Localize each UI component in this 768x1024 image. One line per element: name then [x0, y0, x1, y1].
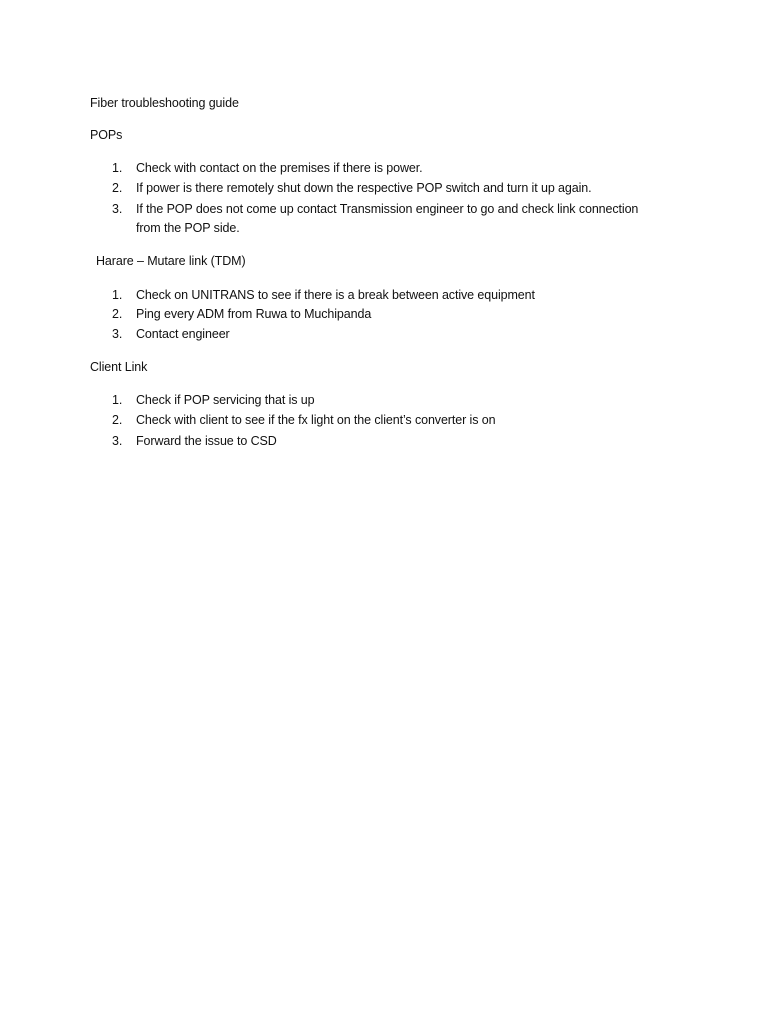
list-item: [112, 180, 592, 196]
list-item: [112, 306, 371, 322]
list-number: 1.: [112, 288, 123, 302]
list-item: [112, 412, 495, 428]
list-text: Contact engineer: [136, 327, 230, 341]
list-number: 1.: [112, 393, 123, 407]
list-text: Check on UNITRANS to see if there is a break between active equipment: [136, 288, 535, 302]
list-item-continuation: [112, 220, 240, 236]
section-heading-client-link: Client Link: [90, 360, 148, 374]
list-text: Check if POP servicing that is up: [136, 393, 315, 407]
list-text: Forward the issue to CSD: [136, 434, 277, 448]
list-text: Check with client to see if the fx light on the client’s converter is on: [136, 413, 496, 427]
list-item: [112, 392, 315, 408]
list-text: Ping every ADM from Ruwa to Muchipanda: [136, 307, 372, 321]
list-item: [112, 326, 230, 342]
list-number: 3.: [112, 202, 123, 216]
list-item: [112, 287, 535, 303]
list-number: 3.: [112, 327, 123, 341]
document-title: Fiber troubleshooting guide: [90, 96, 239, 110]
list-text: from the POP side.: [136, 221, 240, 235]
list-text: If the POP does not come up contact Transmission engineer to go and check link connection: [136, 202, 639, 216]
list-number: 1.: [112, 161, 123, 175]
section-heading-pops: POPs: [90, 128, 123, 142]
list-item: [112, 201, 638, 217]
list-number: 2.: [112, 181, 123, 195]
list-item: [112, 160, 423, 176]
list-number: 3.: [112, 434, 123, 448]
section-heading-harare-mutare: Harare – Mutare link (TDM): [96, 254, 246, 268]
list-text: If power is there remotely shut down the respective POP switch and turn it up again.: [136, 181, 592, 195]
list-item: [112, 433, 277, 449]
list-number: 2.: [112, 307, 123, 321]
list-number: 2.: [112, 413, 123, 427]
list-text: Check with contact on the premises if there is power.: [136, 161, 423, 175]
